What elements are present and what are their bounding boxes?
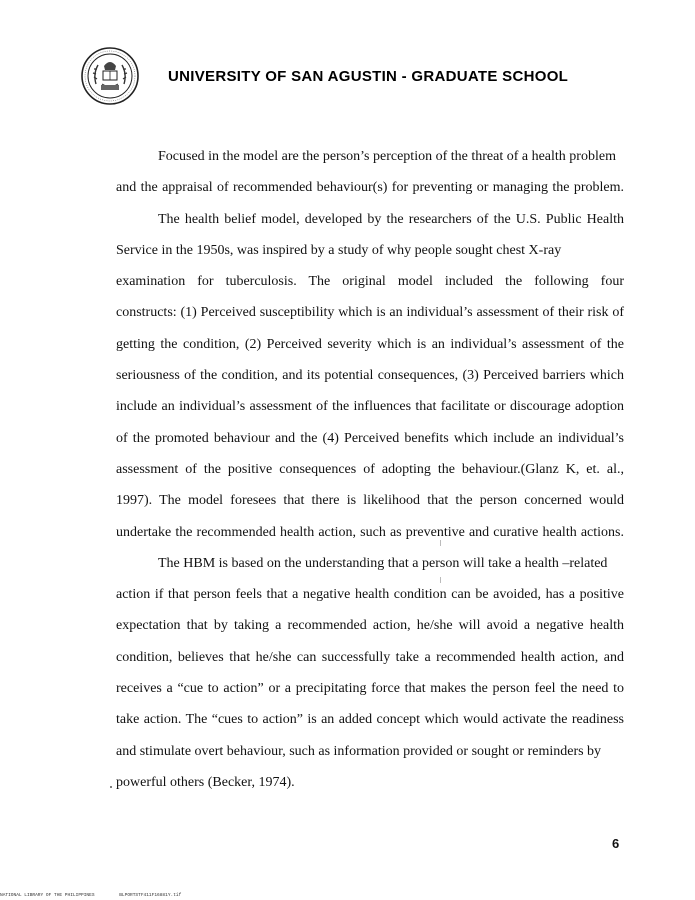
text-line: The health belief model, developed by the researchers of the U.S. Public Health [158,211,624,227]
page-number: 6 [612,836,620,851]
text-line: expectation that by taking a recommended action, he/she will avoid a negative health [116,618,624,634]
text-line: undertake the recommended health action, such as preventive and curative health actions. [116,524,624,540]
text-line: seriousness of the condition, and its potential consequences, (3) Perceived barriers which [116,368,624,384]
text-line: 1997). The model foresees that there is likelihood that the person concerned would [116,493,624,509]
footer-stamp [0,893,400,898]
page-header [80,46,640,106]
text-line: Service in the 1950s, was inspired by a study of why people sought chest X-ray [116,242,562,258]
text-line: The HBM is based on the understanding that a person will take a health –related [158,555,608,571]
scan-speck [440,540,441,546]
text-line: Focused in the model are the person’s perception of the threat of a health problem [158,149,616,164]
text-line: include an individual’s assessment of the influences that facilitate or discourage adoption [116,399,624,415]
text-line: condition, believes that he/she can successfully take a recommended health action, and [116,649,624,665]
scan-speck [110,786,112,788]
text-line: action if that person feels that a negative health condition can be avoided, has a positive [116,587,624,603]
header-title: UNIVERSITY OF SAN AGUSTIN - GRADUATE SCHOOL [168,68,569,85]
text-line: and stimulate overt behaviour, such as information provided or sought or reminders by [116,743,602,759]
scan-speck [440,577,441,583]
text-line: and the appraisal of recommended behaviour(s) for preventing or managing the problem. [116,180,624,196]
text-line: powerful others (Becker, 1974). [116,774,295,790]
text-line: take action. The “cues to action” is an added concept which would activate the readiness [116,712,624,728]
text-line: assessment of the positive consequences of adopting the behaviour.(Glanz K, et. al., [116,461,624,477]
text-line: examination for tuberculosis. The original model included the following four [116,274,624,290]
text-line: getting the condition, (2) Perceived severity which is an individual’s assessment of the [116,336,624,352]
footer-library: NATIONAL LIBRARY OF THE PHILIPPINES [0,893,95,898]
footer-file: BLPORTSTF411F16881Y.tif [119,893,182,898]
body-text [116,141,624,798]
text-line: receives a “cue to action” or a precipitating force that makes the person feel the need to [116,681,624,697]
text-line: of the promoted behaviour and the (4) Perceived benefits which include an individual’s [116,430,624,446]
university-seal-icon [80,46,140,106]
text-line: constructs: (1) Perceived susceptibility which is an individual’s assessment of their risk of [116,305,624,321]
